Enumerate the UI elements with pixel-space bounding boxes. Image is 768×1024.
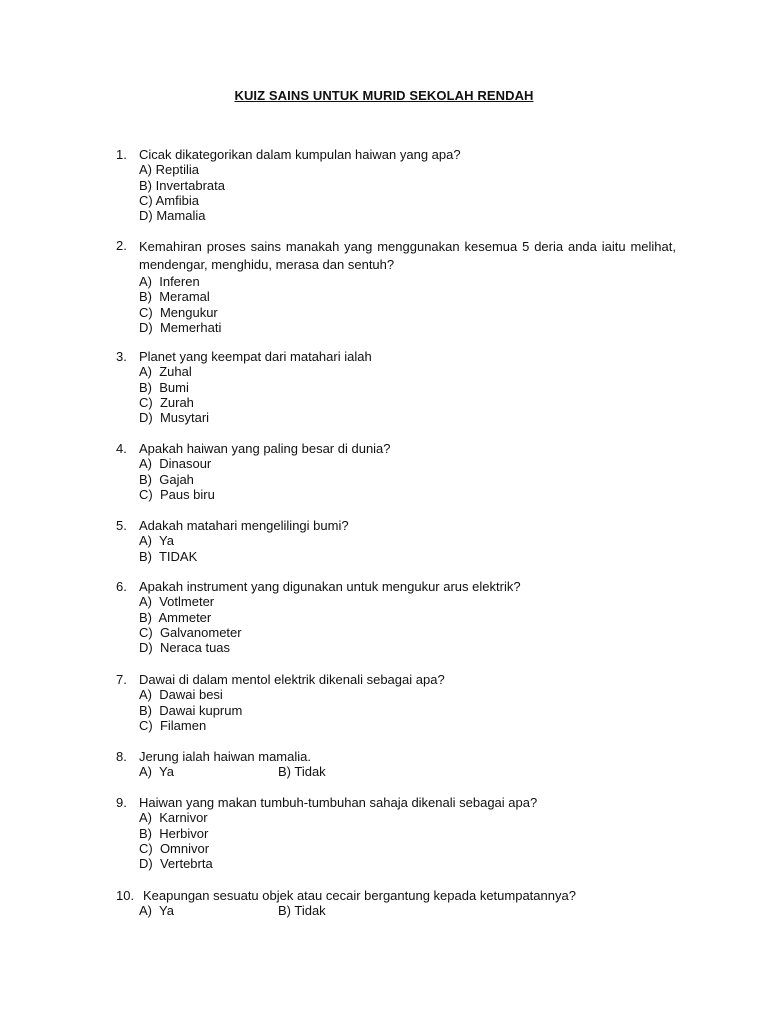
option-d: D) Mamalia xyxy=(139,208,206,224)
question-9 xyxy=(116,795,676,871)
question-5 xyxy=(116,518,676,564)
question-4 xyxy=(116,441,676,502)
question-7 xyxy=(116,672,676,733)
option-a: A) Karnivor xyxy=(139,810,208,826)
option-b: B) Tidak xyxy=(278,903,326,919)
question-text: Keapungan sesuatu objek atau cecair bergantung kepada ketumpatannya? xyxy=(143,888,576,903)
option-d: D) Vertebrta xyxy=(139,856,213,872)
question-number: 3. xyxy=(116,349,127,364)
option-a: A) Ya xyxy=(139,764,174,780)
option-a: A) Inferen xyxy=(139,274,200,289)
option-d: D) Musytari xyxy=(139,410,210,426)
question-text: Planet yang keempat dari matahari ialah xyxy=(139,349,372,364)
question-number: 5. xyxy=(116,518,127,533)
option-b: B) Gajah xyxy=(139,471,194,487)
question-number: 10. xyxy=(116,888,135,903)
option-a: A) Reptilia xyxy=(139,162,199,178)
option-d: D) Memerhati xyxy=(139,319,222,335)
question-number: 7. xyxy=(116,672,127,687)
option-c: C) Galvanometer xyxy=(139,624,242,640)
option-b: B) Herbivor xyxy=(139,825,209,841)
question-text: Haiwan yang makan tumbuh-tumbuhan sahaja dikenali sebagai apa? xyxy=(139,795,538,810)
question-text: Adakah matahari mengelilingi bumi? xyxy=(139,518,349,533)
question-text: Dawai di dalam mentol elektrik dikenali sebagai apa? xyxy=(139,672,445,687)
question-10 xyxy=(116,888,676,919)
option-b: B) Bumi xyxy=(139,379,189,395)
question-number: 2. xyxy=(116,238,127,253)
option-b: B) Invertabrata xyxy=(139,177,225,193)
question-2 xyxy=(116,238,676,335)
question-number: 8. xyxy=(116,749,127,764)
question-text: Apakah haiwan yang paling besar di dunia? xyxy=(139,441,391,456)
question-text: Cicak dikategorikan dalam kumpulan haiwan yang apa? xyxy=(139,147,461,162)
quiz-title: KUIZ SAINS UNTUK MURID SEKOLAH RENDAH xyxy=(234,88,534,103)
option-c: C) Mengukur xyxy=(139,304,218,320)
option-c: C) Omnivor xyxy=(139,840,210,856)
question-6 xyxy=(116,579,676,655)
question-1 xyxy=(116,147,676,223)
option-c: C) Amfibia xyxy=(139,192,199,208)
option-a: A) Zuhal xyxy=(139,364,192,380)
question-3 xyxy=(116,349,676,425)
option-c: C) Filamen xyxy=(139,717,207,733)
option-d: D) Neraca tuas xyxy=(139,640,231,656)
option-b: B) Dawai kuprum xyxy=(139,702,243,718)
question-text: Jerung ialah haiwan mamalia. xyxy=(139,749,311,764)
option-c: C) Paus biru xyxy=(139,486,215,502)
option-a: A) Dawai besi xyxy=(139,687,223,703)
option-a: A) Ya xyxy=(139,903,174,919)
option-b: B) Ammeter xyxy=(139,609,212,625)
option-c: C) Zurah xyxy=(139,394,194,410)
question-text: Apakah instrument yang digunakan untuk mengukur arus elektrik? xyxy=(139,579,521,594)
question-number: 1. xyxy=(116,147,127,162)
option-a: A) Dinasour xyxy=(139,456,212,472)
question-number: 4. xyxy=(116,441,127,456)
question-number: 9. xyxy=(116,795,127,810)
question-text: Kemahiran proses sains manakah yang menggunakan kesemua 5 deria anda iaitu melihat, mendengar, menghidu, merasa dan sentuh? xyxy=(139,239,676,272)
option-b: B) Meramal xyxy=(139,289,210,305)
question-8 xyxy=(116,749,676,780)
option-b: B) Tidak xyxy=(278,764,326,780)
option-a: A) Ya xyxy=(139,533,174,549)
question-number: 6. xyxy=(116,579,127,594)
option-b: B) TIDAK xyxy=(139,548,198,564)
option-a: A) Votlmeter xyxy=(139,594,215,610)
